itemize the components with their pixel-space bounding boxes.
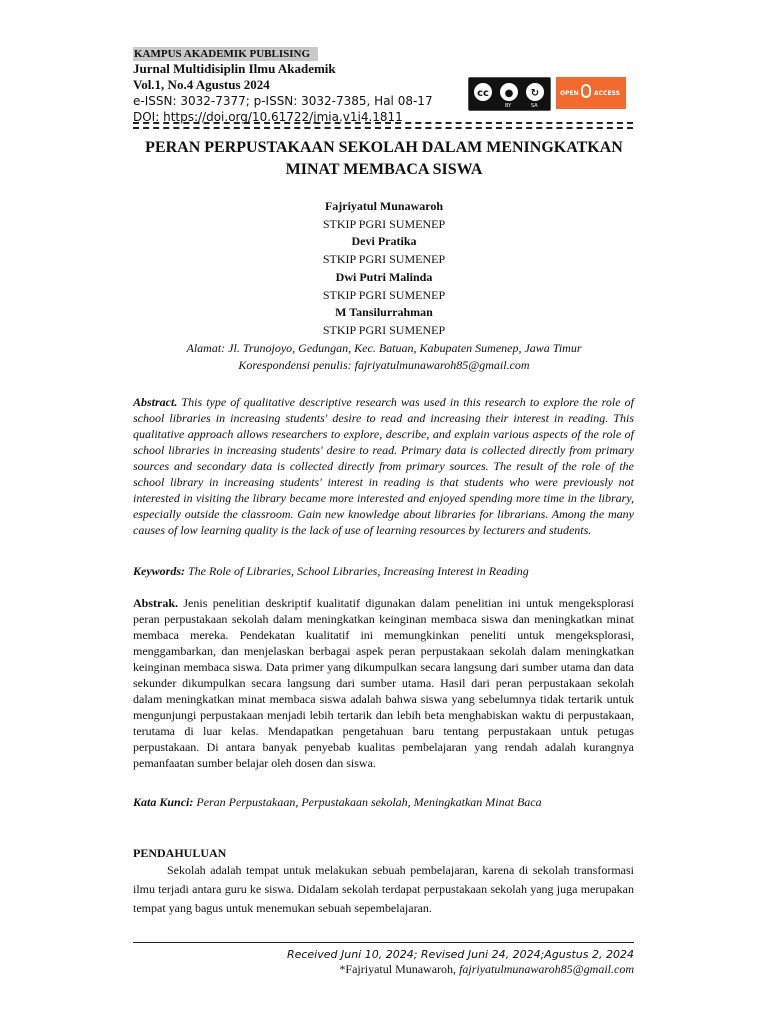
- corresponding-author-name: *Fajriyatul Munawaroh,: [339, 962, 460, 976]
- section-paragraph: Sekolah adalah tempat untuk melakukan sebuah pembelajaran, karena di sekolah transformasi ilmu terjadi antara guru ke siswa. Didalam sekolah terdapat perpustakaan sekolah yang juga merupakan tempat yang bagus untuk menemukan sebuah sepembelajaran.: [133, 863, 634, 915]
- open-access-left-label: OPEN: [560, 90, 579, 97]
- author-list: [100, 198, 668, 375]
- author-name: Devi Pratika: [351, 234, 417, 249]
- cc-by-sa-license-icon[interactable]: [468, 77, 551, 111]
- abstract-english-label: Abstract.: [133, 395, 178, 409]
- keywords-indonesian-text: Peran Perpustakaan, Perpustakaan sekolah, Meningkatkan Minat Baca: [193, 795, 542, 809]
- keywords-indonesian-label: Kata Kunci:: [133, 795, 194, 809]
- keywords-english: [133, 563, 634, 579]
- sa-label: SA: [531, 103, 538, 109]
- paper-title: [100, 137, 668, 181]
- author-name: Dwi Putri Malinda: [335, 269, 433, 284]
- abstract-indonesian: [133, 595, 634, 771]
- author-name: M Tansilurrahman: [335, 305, 433, 320]
- cc-icon: cc: [472, 81, 494, 103]
- abstract-english-text: This type of qualitative descriptive research was used in this research to explore the role of school libraries in increasing students' desire to read and increasing their interest in reading. This qualitative approach allows researchers to explore, describe, and explain various aspects of the role of school libraries in increasing students' desire to read. Primary data is collected directly from primary sources and secondary data is collected directly from primary sources. The result of the role of the school library in increasing students' interest in reading is that students who were previously not interested in visiting the library became more interested and enjoyed spending more time in the library, especially outside the classroom. Gain new knowledge about libraries for librarians. Among the many causes of low learning quality is the lack of use of learning resources by lecturers and students.: [133, 395, 634, 537]
- open-access-right-label: ACCESS: [594, 90, 620, 97]
- corresponding-author-email[interactable]: fajriyatulmunawaroh85@gmail.com: [459, 962, 634, 976]
- open-lock-icon: [581, 84, 591, 98]
- section-heading: PENDAHULUAN: [133, 846, 227, 860]
- journal-doi-link[interactable]: DOI: https://doi.org/10.61722/jmia.v1i4.1811: [133, 110, 403, 124]
- journal-volume: Vol.1, No.4 Agustus 2024: [133, 77, 270, 92]
- keywords-indonesian: [133, 794, 634, 810]
- sa-share-alike-icon: ↻: [524, 81, 546, 103]
- abstract-indonesian-text: Jenis penelitian deskriptif kualitatif digunakan dalam penelitian ini untuk mengeksplorasi peran perpustakaan sekolah dalam meningkatkan keinginan membaca siswa dan meningkatkan minat membaca mereka. Pendekatan kualitatif ini memungkinkan peneliti untuk mengeksplorasi, menggambarkan, dan menjelaskan berbagai aspek peran perpustakaan sekolah dalam meningkatkan keinginan membaca siswa. Data primer yang dikumpulkan secara langsung dari sumber utama dan data sekunder dikumpulkan secara langsung dari sumber utama. Hasil dari peran perpustakaan sekolah dalam meningkatkan minat membaca siswa adalah bahwa siswa yang sebelumnya tidak tertarik untuk mengunjungi perpustakaan menjadi lebih tertarik dan lebih beta menghabiskan waktu di perpustakaan, terutama di luar kelas. Mendapatkan pengetahuan baru tentang perpustakaan untuk petugas perpustakaan. Di antara banyak penyebab kualitas pembelajaran yang rendah adalah kurangnya pemanfaatan sumber belajar oleh dosen dan siswa.: [133, 596, 634, 770]
- page-footer: [133, 947, 634, 977]
- corresponding-author: [133, 962, 634, 977]
- by-person-icon: ●: [498, 81, 520, 103]
- header-divider: [133, 122, 633, 129]
- author-affiliation: STKIP PGRI SUMENEP: [322, 322, 446, 337]
- author-affiliation: STKIP PGRI SUMENEP: [322, 252, 446, 267]
- author-address: Alamat: Jl. Trunojoyo, Gedungan, Kec. Batuan, Kabupaten Sumenep, Jawa Timur: [186, 340, 582, 355]
- received-dates: Received Juni 10, 2024; Revised Juni 24, 2024;Agustus 2, 2024: [286, 948, 634, 961]
- journal-issn: e-ISSN: 3032-7377; p-ISSN: 3032-7385, Hal 08-17: [133, 94, 433, 108]
- abstract-english: [133, 394, 634, 538]
- author-name: Fajriyatul Munawaroh: [324, 199, 444, 213]
- journal-name: Jurnal Multidisiplin Ilmu Akademik: [133, 61, 336, 76]
- author-affiliation: STKIP PGRI SUMENEP: [322, 287, 446, 302]
- keywords-english-label: Keywords:: [133, 564, 185, 578]
- by-label: BY: [505, 103, 512, 109]
- paper-title-line-2: MINAT MEMBACA SISWA: [285, 161, 483, 178]
- footer-divider: [133, 942, 634, 943]
- abstract-indonesian-label: Abstrak.: [133, 596, 179, 610]
- publisher-name: KAMPUS AKADEMIK PUBLISING: [133, 47, 318, 61]
- keywords-english-text: The Role of Libraries, School Libraries, Increasing Interest in Reading: [185, 564, 529, 578]
- correspondence-email[interactable]: Korespondensi penulis: fajriyatulmunawaroh85@gmail.com: [238, 358, 530, 373]
- paper-title-line-1: PERAN PERPUSTAKAAN SEKOLAH DALAM MENINGKATKAN: [145, 139, 623, 156]
- author-affiliation: STKIP PGRI SUMENEP: [322, 216, 446, 231]
- open-access-badge[interactable]: [556, 77, 626, 109]
